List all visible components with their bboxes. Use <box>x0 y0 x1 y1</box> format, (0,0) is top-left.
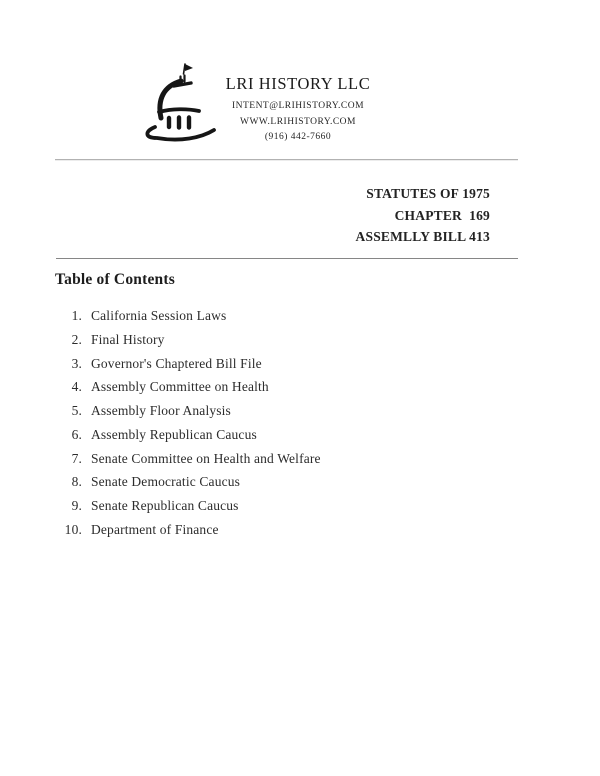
toc-item-number: 8. <box>71 474 82 490</box>
letterhead <box>148 74 448 145</box>
contact-phone: (916) 442-7660 <box>264 132 332 142</box>
toc-item-label: Assembly Republican Caucus <box>91 426 257 442</box>
statute-reference-block <box>356 183 490 248</box>
toc-item <box>55 498 475 522</box>
toc-item-number: 4. <box>71 379 82 395</box>
toc-item-label: Assembly Committee on Health <box>91 379 269 395</box>
toc-item-label: Department of Finance <box>91 521 219 537</box>
toc-item-label: Senate Republican Caucus <box>91 498 239 513</box>
toc-item-label: Governor's Chaptered Bill File <box>91 355 262 371</box>
toc-item-label: Assembly Floor Analysis <box>91 403 231 418</box>
toc-item <box>55 474 475 498</box>
toc-title: Table of Contents <box>55 271 175 288</box>
toc-item-number: 6. <box>71 426 82 442</box>
contact-email: INTENT@LRIHISTORY.COM <box>231 101 365 111</box>
toc-item-number: 9. <box>71 498 82 513</box>
toc-item <box>55 522 475 546</box>
toc-item-number: 2. <box>71 331 82 347</box>
horizontal-rule-bottom <box>56 258 518 259</box>
statutes-year-line: STATUTES OF 1975 <box>366 186 490 201</box>
toc-item-label: Senate Committee on Health and Welfare <box>91 450 321 466</box>
chapter-line: CHAPTER 169 <box>394 207 490 223</box>
toc-item-label: Final History <box>91 331 165 347</box>
toc-item <box>55 403 475 427</box>
assembly-bill-line: ASSEMLLY BILL 413 <box>355 229 490 244</box>
toc-list <box>55 308 475 546</box>
toc-item-number: 5. <box>71 403 82 418</box>
company-name: LRI HISTORY LLC <box>225 74 371 93</box>
toc-item <box>55 379 475 403</box>
toc-item-number: 1. <box>71 308 82 323</box>
toc-item <box>55 356 475 380</box>
toc-item-label: Senate Democratic Caucus <box>91 474 241 490</box>
horizontal-rule-top <box>55 159 518 161</box>
toc-item-number: 3. <box>71 355 82 371</box>
toc-item <box>55 427 475 451</box>
contact-website: WWW.LRIHISTORY.COM <box>240 116 356 127</box>
toc-item <box>55 451 475 475</box>
toc-item-number: 10. <box>64 521 82 537</box>
toc-item <box>55 332 475 356</box>
toc-item-label: California Session Laws <box>91 308 227 323</box>
toc-item <box>55 308 475 332</box>
toc-item-number: 7. <box>71 450 82 466</box>
